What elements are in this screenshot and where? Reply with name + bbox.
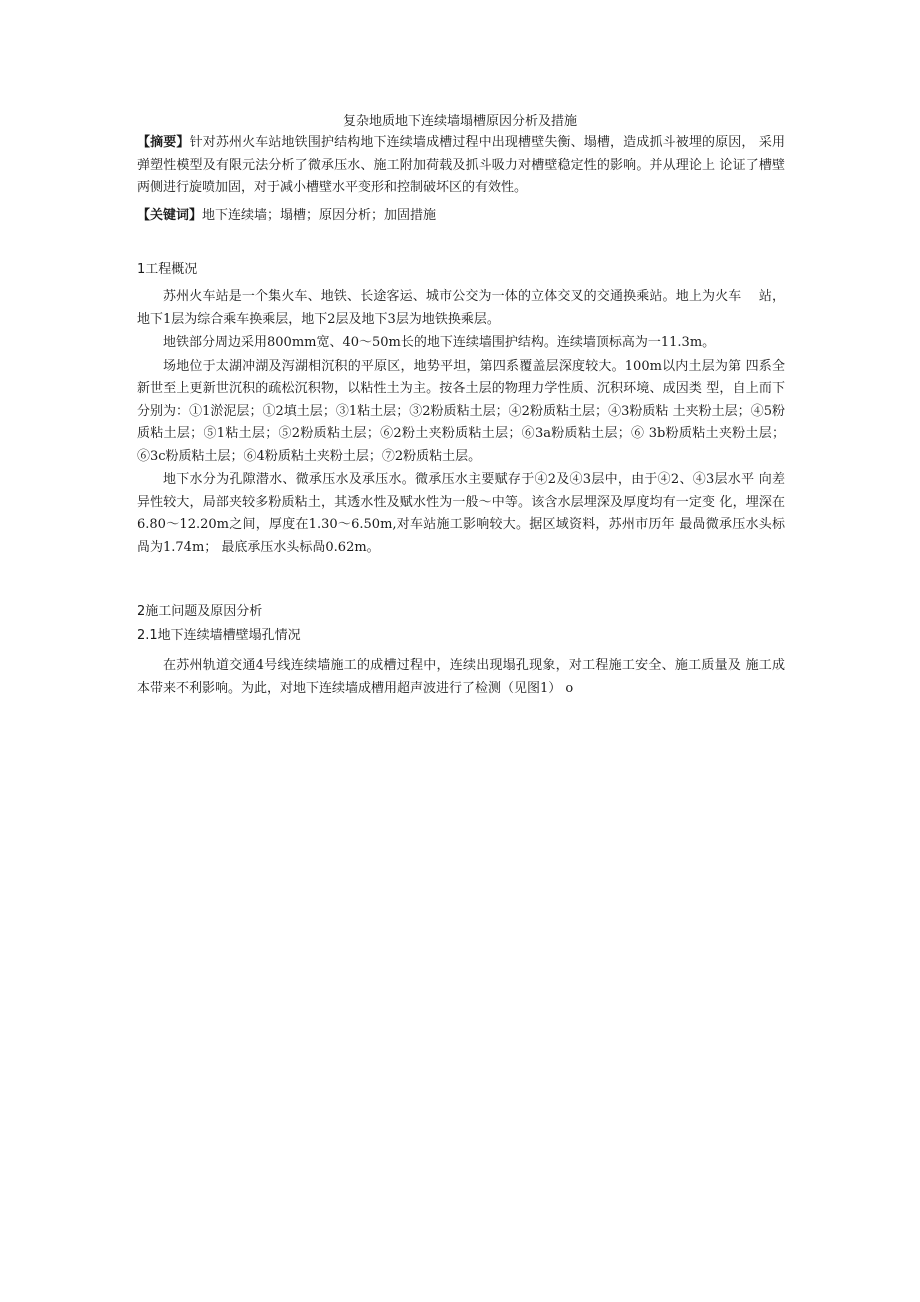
paragraph: 场地位于太湖冲湖及泻湖相沉积的平原区，地势平坦，第四系覆盖层深度较大。100m以内土层为第 四系全新世至上更新世沉积的疏松沉积物，以粘性土为主。按各土层的物理力学性质、沉积环境、成因类 型，自上而下分别为：①1淤泥层；①2填土层；③1粘土层；③2粉质粘土层；④2粉质粘土层；④3粉质粘 土夹粉土层；④5粉质粘土层；⑤1粘土层；⑤2粉质粘土层；⑥2粉土夹粉质粘土层；⑥3a粉质粘土层；⑥ 3b粉质粘土夹粉土层；⑥3c粉质粘土层；⑥4粉质粘土夹粉土层；⑦2粉质粘土层。 [137, 358, 785, 464]
section2-heading: 2施工问题及原因分析 [137, 604, 263, 619]
keywords-label: 【关键词】 [137, 208, 203, 223]
paragraph: 在苏州轨道交通4号线连续墙施工的成槽过程中，连续出现塌孔现象，对工程施工安全、施工质量及 施工成本带来不利影响。为此，对地下连续墙成槽用超声波进行了检测（见图1） o [137, 658, 785, 696]
section1-heading: 1工程概况 [137, 262, 198, 277]
abstract-label: 【摘要】 [137, 135, 190, 150]
paragraph: 苏州火车站是一个集火车、地铁、长途客运、城市公交为一体的立体交叉的交通换乘站。地上为火车 站，地下1层为综合乘车换乘层，地下2层及地下3层为地铁换乘层。 [137, 289, 785, 327]
keywords [137, 205, 785, 228]
section1-body [137, 286, 785, 560]
paragraph: 地下水分为孔隙潜水、微承压水及承压水。微承压水主要赋存于④2及④3层中，由于④2、④3层水平 向差异性较大，局部夹较多粉质粘土，其透水性及赋水性为一般～中等。该含水层埋深及厚度均有一定变 化，埋深在6.80～12.20m之间，厚度在1.30～6.50m,对车站施工影响较大。据区域资料，苏州市历年 最咼微承压水头标咼为1.74m； 最底承压水头标咼0.62m。 [137, 472, 785, 555]
document-title: 复杂地质地下连续墙塌槽原因分析及措施 [342, 114, 577, 129]
abstract [137, 132, 785, 200]
abstract-text: 针对苏州火车站地铁围护结构地下连续墙成槽过程中出现槽壁失衡、塌槽，造成抓斗被埋的原因， 采用弹塑性模型及有限元法分析了微承压水、施工附加荷载及抓斗吸力对槽壁稳定性的影响。并从理论上 论证了槽壁两侧进行旋喷加固，对于减小槽壁水平变形和控制破坏区的有效性。 [137, 135, 785, 195]
paragraph: 地铁部分周边采用800mm宽、40～50m长的地下连续墙围护结构。连续墙顶标高为一11.3m。 [163, 335, 716, 350]
keywords-text: 地下连续墙；塌槽；原因分析；加固措施 [202, 208, 437, 223]
section2-body [137, 655, 785, 701]
section2-subheading: 2.1地下连续墙槽壁塌孔情况 [137, 628, 301, 643]
